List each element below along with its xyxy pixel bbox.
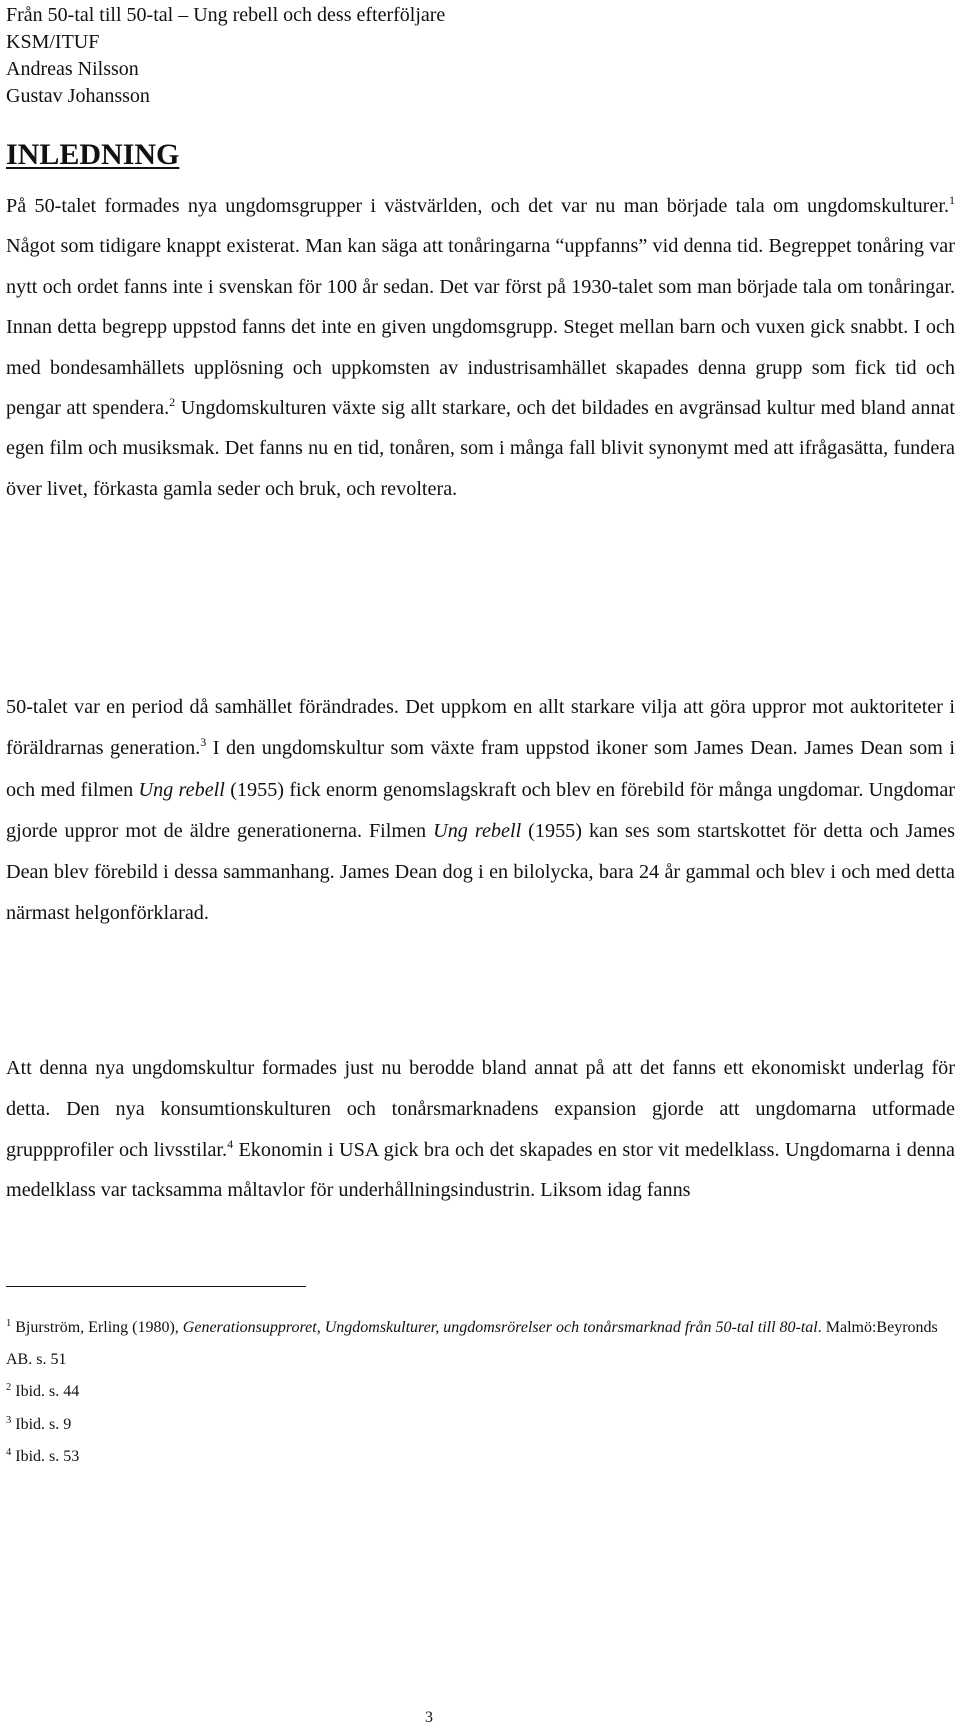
header-author-2: Gustav Johansson [6, 85, 150, 107]
paragraph-1-text-c: Ungdomskulturen växte sig allt starkare, och det bildades en avgränsad kultur med bland annat egen film och musiksmak. Det fanns nu en tid, tonåren, som i många fall blivit synonymt med att ifrågasätta, fundera över livet, förkasta gamla seder och bruk, och revoltera. [6, 397, 955, 500]
header-title: Från 50-tal till 50-tal – Ung rebell och dess efterföljare [6, 4, 446, 26]
footnote-3-number: 3 [6, 1414, 12, 1426]
footnote-1-number: 1 [6, 1318, 12, 1329]
paragraph-2-text-b: I den ungdomskultur som växte fram uppstod ikoner som James Dean. James Dean som i och med filmen [6, 737, 955, 801]
footnote-2 [6, 1376, 946, 1408]
footnote-ref-4: 4 [227, 1136, 234, 1151]
footnote-2-number: 2 [6, 1382, 12, 1394]
footnote-ref-2: 2 [169, 395, 176, 410]
footnote-ref-3: 3 [200, 735, 207, 750]
film-title-1: Ung rebell [138, 778, 225, 801]
paragraph-2 [6, 687, 955, 935]
footnote-separator [6, 1286, 306, 1287]
footnote-1-author: Bjurström, Erling (1980), [11, 1319, 183, 1336]
paragraph-1 [6, 186, 955, 509]
document-header [6, 2, 445, 110]
footnote-4 [6, 1441, 946, 1473]
paragraph-1-text-b: Något som tidigare knappt existerat. Man kan säga att tonåringarna “uppfanns” vid denna tid. Begreppet tonåring var nytt och ordet fanns inte i svenskan för 100 år sedan. Det var först på 1930-talet som man började tala om tonåringar. Innan detta begrepp uppstod fanns det inte en given ungdomsgrupp. Steget mellan barn och vuxen gick snabbt. I och med bondesamhällets upplösning och uppkomsten av industrisamhället skapades denna grupp som fick tid och pengar att spendera. [6, 235, 955, 420]
section-heading: INLEDNING [6, 138, 180, 171]
paragraph-2-text-d: (1955) kan ses som startskottet för detta och James Dean blev förebild i dessa sammanhang. James Dean dog i en bilolycka, bara 24 år gammal och blev i och med detta närmast helgonförklarad. [6, 819, 955, 925]
footnote-2-text: Ibid. s. 44 [11, 1383, 80, 1401]
header-author-1: Andreas Nilsson [6, 58, 139, 80]
film-title-2: Ung rebell [433, 819, 522, 842]
footnotes [6, 1312, 946, 1473]
footnote-1-title: Generationsupproret, Ungdomskulturer, ungdomsrörelser och tonårsmarknad från 50-tal till 80-tal [182, 1319, 818, 1336]
footnote-ref-1: 1 [949, 193, 955, 207]
paragraph-2-text-c: (1955) fick enorm genomslagskraft och blev en förebild för många ungdomar. Ungdomar gjorde uppror mot de äldre generationerna. Filmen [6, 778, 955, 842]
footnote-4-text: Ibid. s. 53 [11, 1447, 80, 1465]
paragraph-2-text-a: 50-talet var en period då samhället förändrades. Det uppkom en allt starkare vilja att göra uppror mot auktoriteter i föräldrarnas generation. [6, 696, 955, 760]
footnote-1-publisher: . Malmö:Beyronds AB. s. 51 [6, 1319, 938, 1369]
paragraph-1-text-a: På 50-talet formades nya ungdomsgrupper i västvärlden, och det var nu man började tala om ungdomskulturer. [6, 195, 949, 217]
footnote-1 [6, 1312, 946, 1376]
footnote-3 [6, 1409, 946, 1441]
paragraph-3-text-a: Att denna nya ungdomskultur formades just nu berodde bland annat på att det fanns ett ekonomiskt underlag för detta. Den nya konsumtionskulturen och tonårsmarknadens expansion gjorde att ungdomarna utformade gruppprofiler och livsstilar. [6, 1057, 955, 1161]
header-course: KSM/ITUF [6, 31, 100, 53]
paragraph-3-text-b: Ekonomin i USA gick bra och det skapades en stor vit medelklass. Ungdomarna i denna medelklass var tacksamma måltavlor för underhållningsindustrin. Liksom idag fanns [6, 1138, 955, 1202]
footnote-3-text: Ibid. s. 9 [11, 1415, 72, 1433]
paragraph-3 [6, 1048, 955, 1211]
page-number: 3 [425, 1709, 433, 1726]
footnote-4-number: 4 [6, 1446, 12, 1458]
